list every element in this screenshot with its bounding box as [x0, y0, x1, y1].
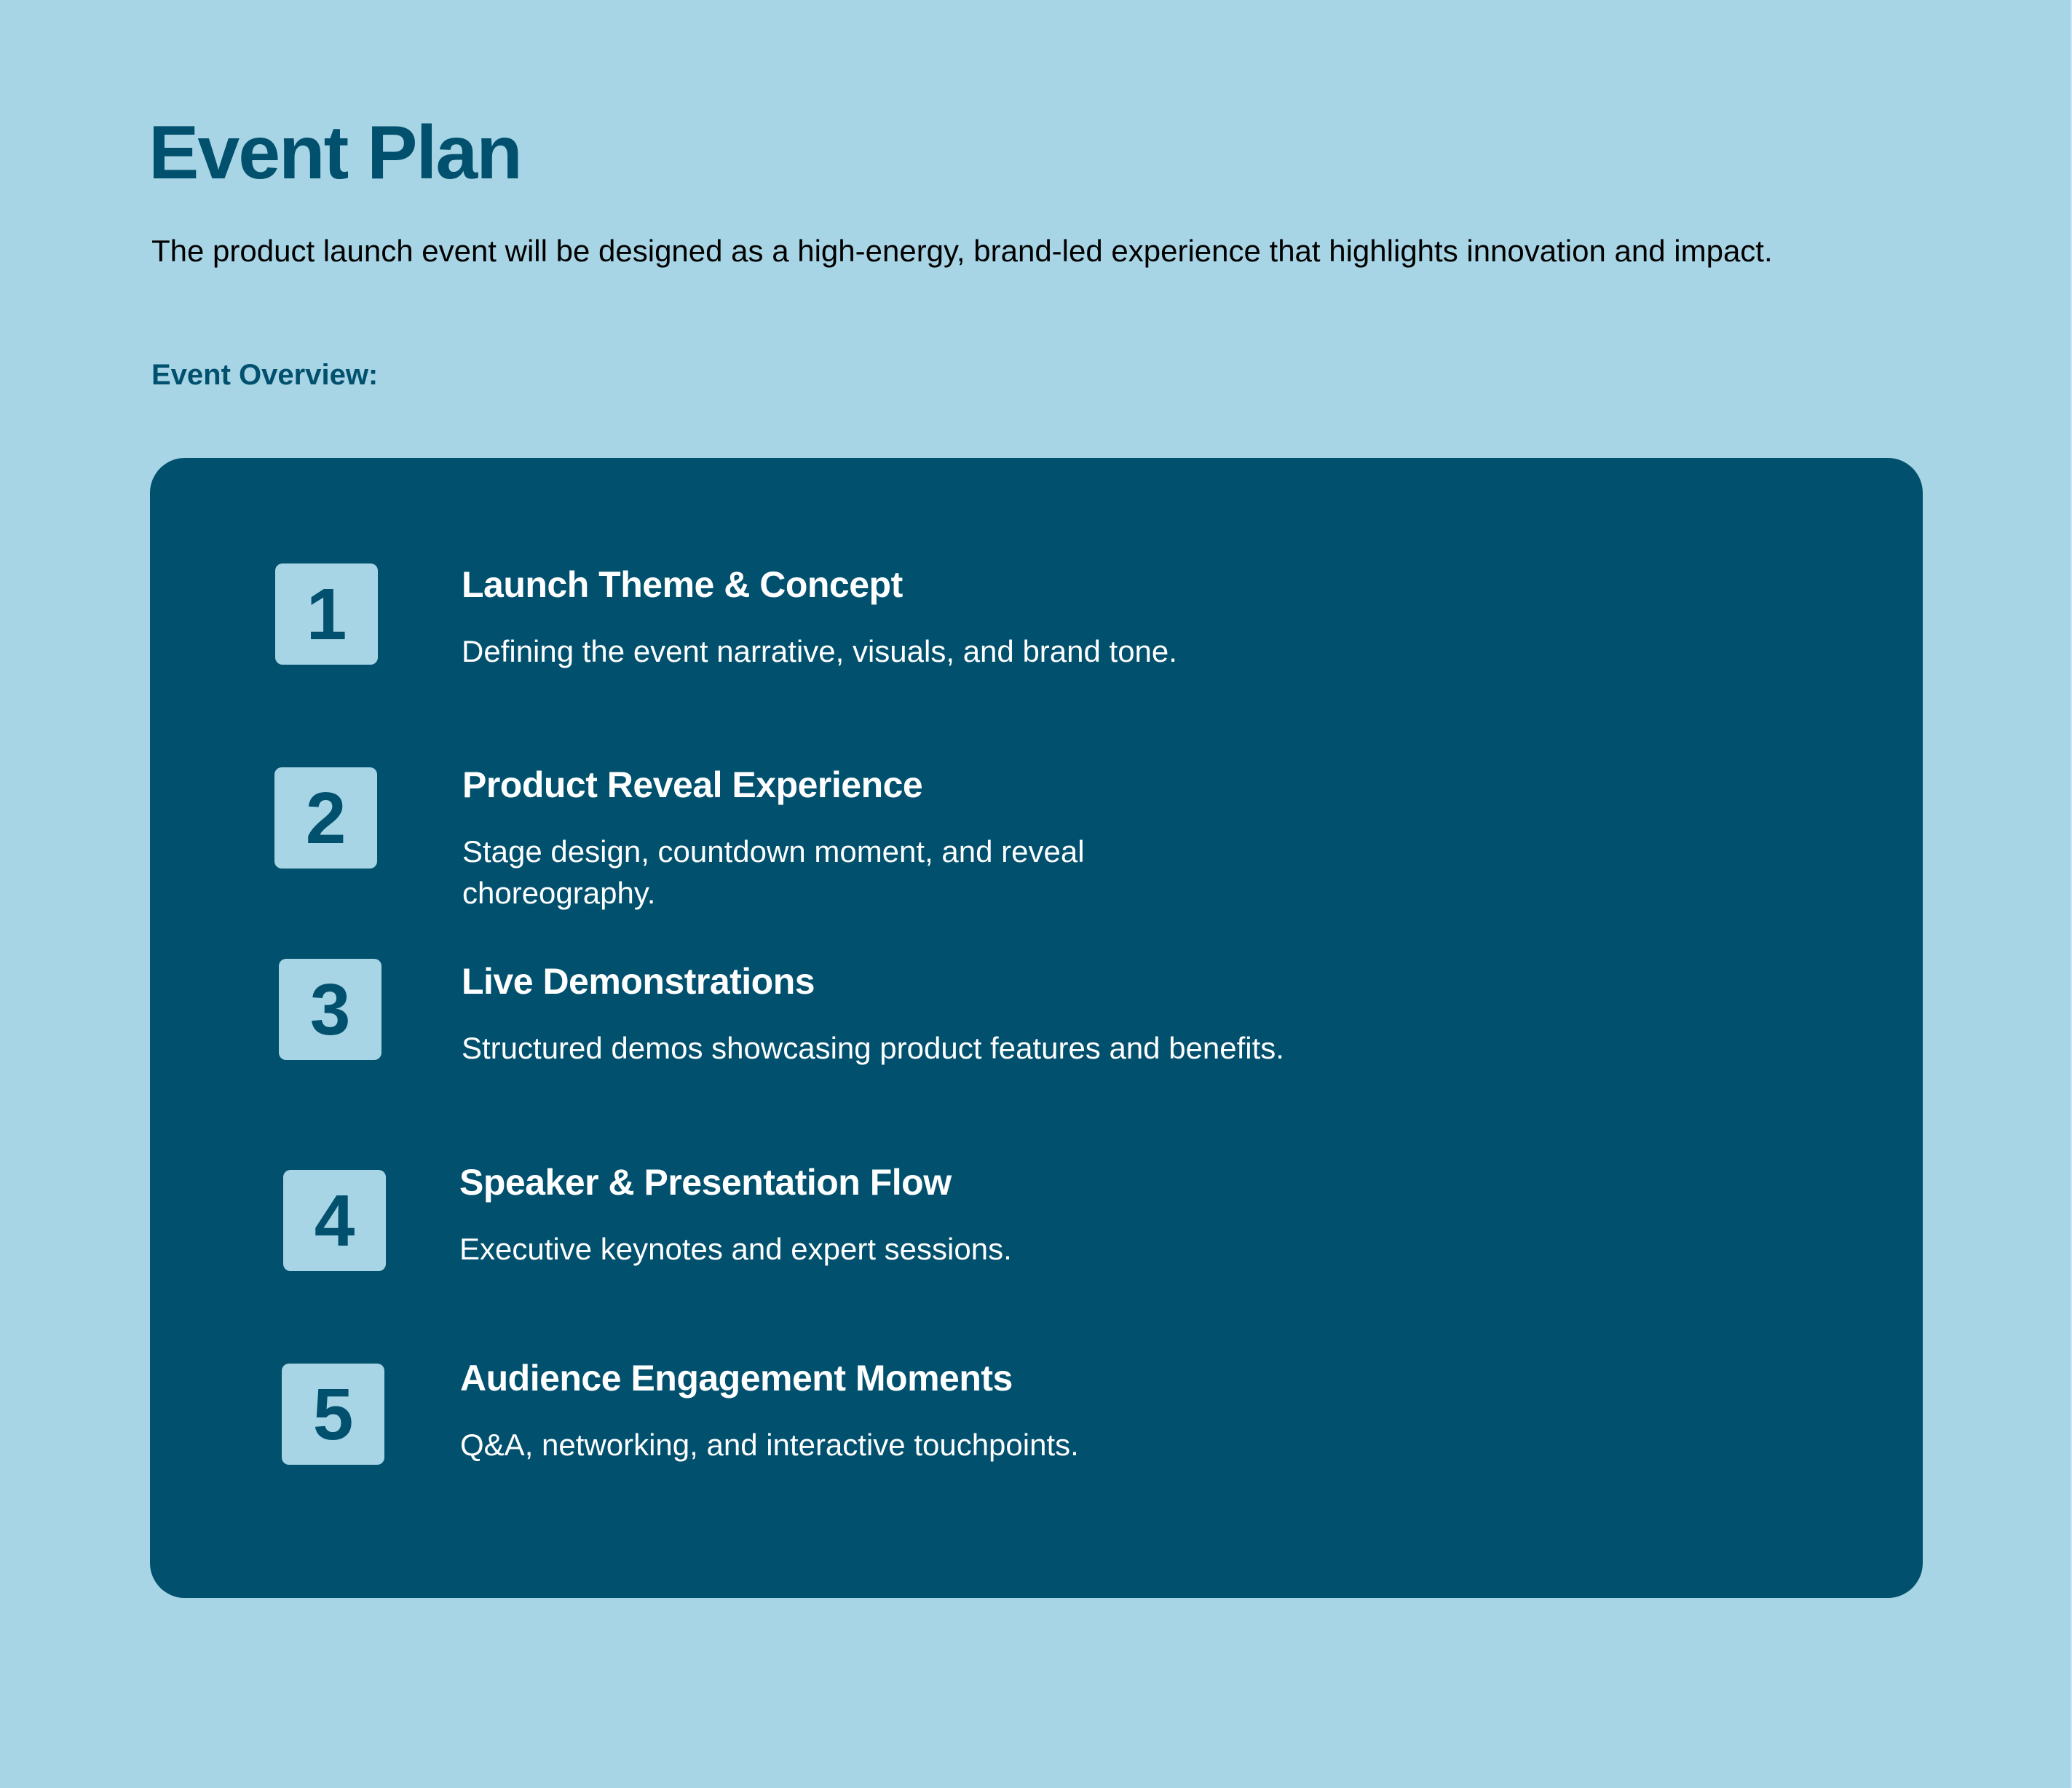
intro-paragraph: The product launch event will be designed as a high-energy, brand-led experience that highlights innovation and impact. — [151, 234, 1773, 268]
step-number-badge-4: 4 — [283, 1170, 386, 1271]
step-title-2: Product Reveal Experience — [462, 764, 923, 805]
step-description-5: Q&A, networking, and interactive touchpoints. — [460, 1428, 1079, 1462]
step-title-3: Live Demonstrations — [462, 961, 815, 1002]
step-description-1: Defining the event narrative, visuals, and brand tone. — [462, 634, 1177, 668]
step-title-4: Speaker & Presentation Flow — [459, 1162, 952, 1203]
page-title: Event Plan — [149, 111, 521, 195]
step-number-badge-3: 3 — [279, 959, 381, 1060]
step-number-badge-5: 5 — [282, 1364, 384, 1465]
step-title-1: Launch Theme & Concept — [462, 564, 903, 605]
step-description-3: Structured demos showcasing product features and benefits. — [462, 1031, 1284, 1065]
overview-heading: Event Overview: — [151, 359, 379, 391]
step-number-badge-1: 1 — [275, 563, 378, 665]
step-description-2: Stage design, countdown moment, and reveal choreography. — [462, 834, 1085, 910]
step-number-badge-2: 2 — [274, 767, 377, 869]
step-description-4: Executive keynotes and expert sessions. — [459, 1232, 1012, 1266]
step-title-5: Audience Engagement Moments — [460, 1358, 1013, 1399]
